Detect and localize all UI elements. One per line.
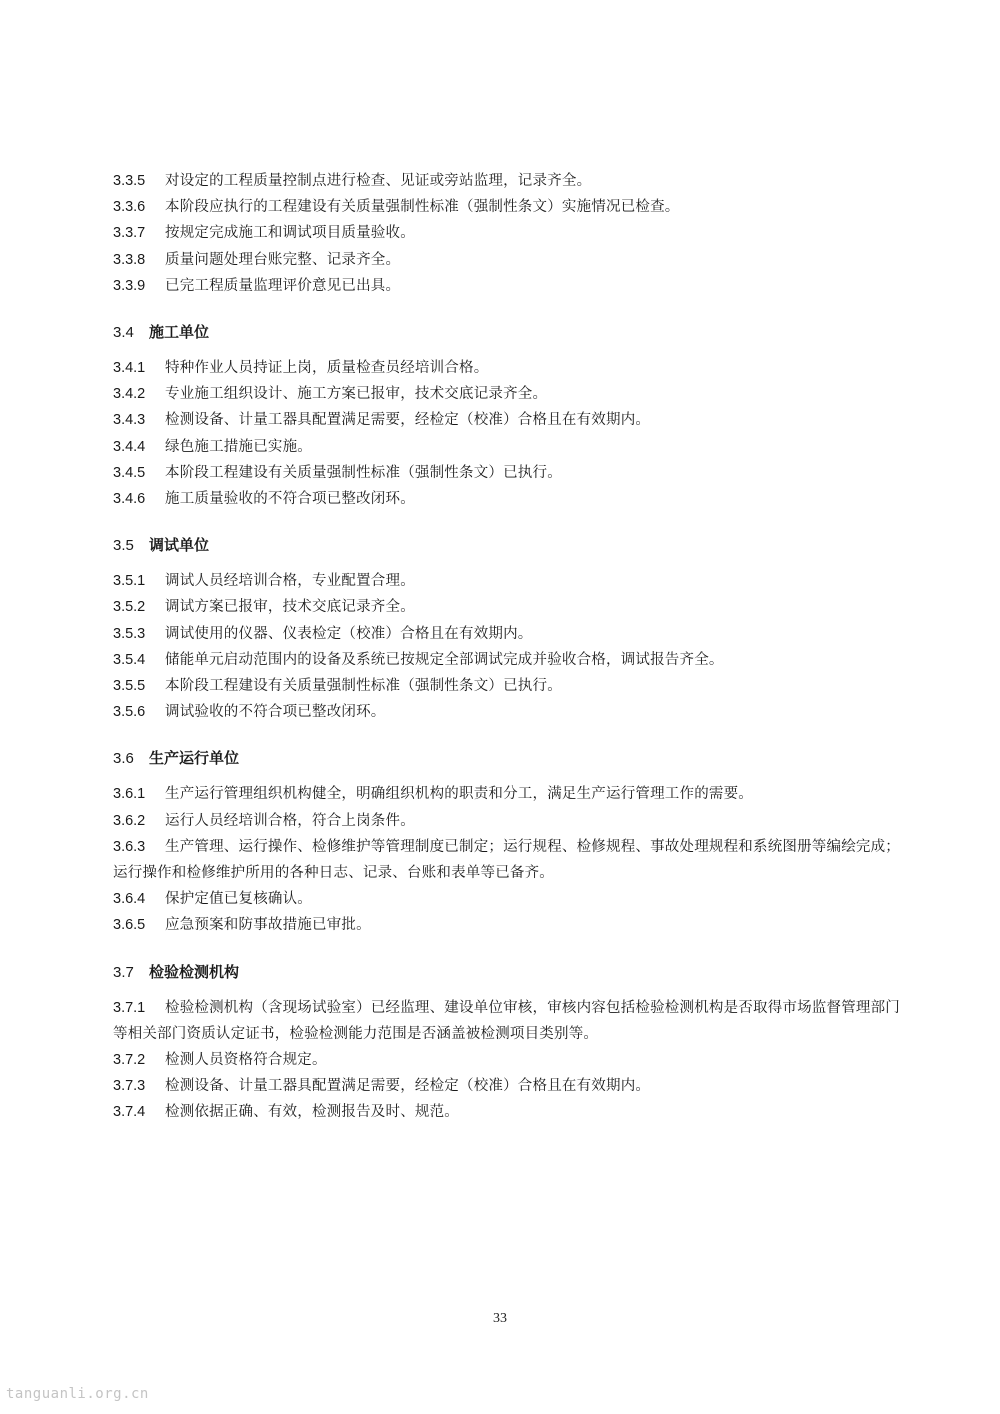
clause-number: 3.3.6 <box>113 199 146 216</box>
clause-text: 特种作业人员持证上岗，质量检查员经培训合格。 <box>165 360 489 377</box>
clause-number: 3.7.3 <box>113 1078 146 1095</box>
clause-number: 3.5.3 <box>113 625 146 642</box>
clause-3-6-2 <box>113 808 903 834</box>
clause-text: 调试使用的仪器、仪表检定（校准）合格且在有效期内。 <box>165 625 533 642</box>
section-3-3-continued <box>113 168 903 299</box>
clause-text: 调试方案已报审，技术交底记录齐全。 <box>165 599 415 616</box>
clause-text: 本阶段工程建设有关质量强制性标准（强制性条文）已执行。 <box>165 464 562 481</box>
clause-3-6-5 <box>113 912 903 938</box>
clause-3-7-3 <box>113 1073 903 1099</box>
section-number: 3.6 <box>113 750 134 768</box>
clause-3-5-4 <box>113 647 903 673</box>
clause-3-3-9 <box>113 273 903 299</box>
section-title: 调试单位 <box>149 536 210 555</box>
clause-text: 检测依据正确、有效，检测报告及时、规范。 <box>165 1104 459 1121</box>
clause-text: 调试验收的不符合项已整改闭环。 <box>165 704 386 721</box>
clause-3-7-4 <box>113 1099 903 1125</box>
clause-text: 对设定的工程质量控制点进行检查、见证或旁站监理，记录齐全。 <box>165 173 592 189</box>
clause-3-6-3 <box>113 834 903 886</box>
section-number: 3.7 <box>113 963 134 981</box>
clause-text: 质量问题处理台账完整、记录齐全。 <box>165 251 401 268</box>
clause-text: 检测人员资格符合规定。 <box>165 1052 327 1069</box>
clause-3-5-3 <box>113 621 903 647</box>
clause-3-4-1 <box>113 355 903 381</box>
clause-text: 应急预案和防事故措施已审批。 <box>165 917 371 934</box>
clause-3-6-1 <box>113 781 903 807</box>
clause-text: 检测设备、计量工器具配置满足需要，经检定（校准）合格且在有效期内。 <box>165 412 651 429</box>
clause-text: 已完工程质量监理评价意见已出具。 <box>165 277 401 294</box>
clause-number: 3.5.4 <box>113 651 146 668</box>
clause-number: 3.6.4 <box>113 891 146 908</box>
clause-text: 生产管理、运行操作、检修维护等管理制度已制定；运行规程、检修规程、事故处理规程和系统图册等编绘完成；运行操作和检修维护所用的各种日志、记录、台账和表单等已备齐。 <box>113 838 900 882</box>
section-3-6 <box>113 745 903 938</box>
section-title: 施工单位 <box>149 323 210 342</box>
clause-number: 3.4.4 <box>113 438 146 455</box>
section-heading <box>113 319 903 345</box>
clause-3-3-8 <box>113 247 903 273</box>
clause-3-5-5 <box>113 673 903 699</box>
clause-number: 3.6.1 <box>113 786 146 803</box>
clause-text: 施工质量验收的不符合项已整改闭环。 <box>165 491 415 508</box>
section-3-4 <box>113 319 903 512</box>
site-watermark: tanguanli.org.cn <box>6 1386 149 1402</box>
clause-number: 3.5.5 <box>113 678 146 695</box>
clause-number: 3.7.2 <box>113 1052 146 1069</box>
clause-3-4-4 <box>113 434 903 460</box>
section-heading <box>113 745 903 771</box>
page-number: 33 <box>493 1311 507 1326</box>
clause-text: 按规定完成施工和调试项目质量验收。 <box>165 225 415 242</box>
clause-3-6-4 <box>113 886 903 912</box>
clause-number: 3.3.9 <box>113 277 146 294</box>
clause-3-5-1 <box>113 568 903 594</box>
clause-number: 3.5.1 <box>113 573 146 590</box>
clause-number: 3.7.4 <box>113 1104 146 1121</box>
clause-text: 检验检测机构（含现场试验室）已经监理、建设单位审核，审核内容包括检验检测机构是否取得市场监督管理部门等相关部门资质认定证书，检验检测能力范围是否涵盖被检测项目类别等。 <box>113 999 900 1042</box>
clause-number: 3.4.5 <box>113 464 146 481</box>
section-number: 3.4 <box>113 324 134 342</box>
clause-number: 3.3.8 <box>113 251 146 268</box>
section-title: 检验检测机构 <box>149 962 240 981</box>
clause-number: 3.3.7 <box>113 225 146 242</box>
section-3-5 <box>113 532 903 725</box>
clause-number: 3.3.5 <box>113 173 146 189</box>
clause-number: 3.4.6 <box>113 491 146 508</box>
clause-number: 3.4.3 <box>113 412 146 429</box>
clause-text: 绿色施工措施已实施。 <box>165 438 312 455</box>
section-heading <box>113 532 903 558</box>
clause-3-4-6 <box>113 486 903 512</box>
clause-3-7-2 <box>113 1047 903 1073</box>
clause-text: 检测设备、计量工器具配置满足需要，经检定（校准）合格且在有效期内。 <box>165 1078 651 1095</box>
section-heading <box>113 959 903 985</box>
clause-3-3-7 <box>113 220 903 246</box>
clause-text: 专业施工组织设计、施工方案已报审，技术交底记录齐全。 <box>165 386 548 403</box>
document-body <box>113 168 903 1126</box>
clause-text: 本阶段工程建设有关质量强制性标准（强制性条文）已执行。 <box>165 678 562 695</box>
clause-3-5-6 <box>113 699 903 725</box>
clause-text: 本阶段应执行的工程建设有关质量强制性标准（强制性条文）实施情况已检查。 <box>165 199 680 216</box>
clause-3-4-5 <box>113 460 903 486</box>
clause-number: 3.7.1 <box>113 999 146 1016</box>
clause-number: 3.6.2 <box>113 812 146 829</box>
clause-3-3-5 <box>113 168 903 194</box>
clause-number: 3.4.1 <box>113 360 146 377</box>
clause-number: 3.4.2 <box>113 386 146 403</box>
section-number: 3.5 <box>113 537 134 555</box>
clause-3-4-3 <box>113 407 903 433</box>
section-3-7 <box>113 959 903 1126</box>
clause-number: 3.5.2 <box>113 599 146 616</box>
clause-number: 3.6.5 <box>113 917 146 934</box>
clause-3-4-2 <box>113 381 903 407</box>
section-title: 生产运行单位 <box>149 749 240 768</box>
clause-text: 生产运行管理组织机构健全，明确组织机构的职责和分工，满足生产运行管理工作的需要。 <box>165 786 753 803</box>
clause-3-7-1 <box>113 995 903 1047</box>
clause-text: 保护定值已复核确认。 <box>165 891 312 908</box>
clause-3-3-6 <box>113 194 903 220</box>
clause-text: 储能单元启动范围内的设备及系统已按规定全部调试完成并验收合格，调试报告齐全。 <box>165 651 724 668</box>
clause-text: 调试人员经培训合格，专业配置合理。 <box>165 573 415 590</box>
clause-3-5-2 <box>113 594 903 620</box>
clause-number: 3.6.3 <box>113 838 146 855</box>
clause-text: 运行人员经培训合格，符合上岗条件。 <box>165 812 415 829</box>
clause-number: 3.5.6 <box>113 704 146 721</box>
